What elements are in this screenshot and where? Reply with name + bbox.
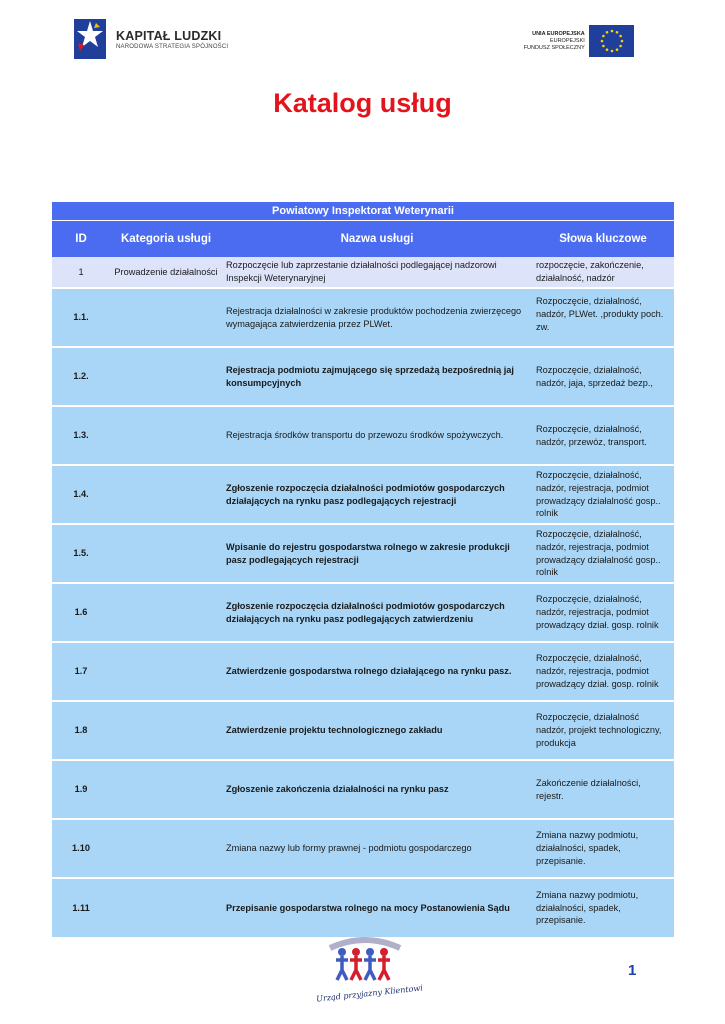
row-name: Rejestracja środków transportu do przewozu środków spożywczych.	[222, 406, 532, 465]
row-keywords: Rozpoczęcie, działalność, nadzór, PLWet. ,produkty poch. zw.	[532, 288, 674, 347]
page-number: 1	[628, 962, 637, 979]
row-name: Wpisanie do rejestru gospodarstwa rolnego w zakresie produkcji pasz podlegających rejestracji	[222, 524, 532, 583]
table-row	[52, 524, 674, 583]
row-category	[110, 465, 222, 524]
row-id: 1.3.	[52, 406, 110, 465]
row-category	[110, 642, 222, 701]
table-row	[52, 701, 674, 760]
row-name: Zgłoszenie rozpoczęcia działalności podmiotów gospodarczych działających na rynku pasz podlegających rejestracji	[222, 465, 532, 524]
row-category	[110, 583, 222, 642]
urzad-przyjazny-logo	[315, 936, 424, 1004]
row-keywords: Rozpoczęcie, działalność, nadzór, rejestracja, podmiot prowadzący działalność gosp.. rolnik	[532, 524, 674, 583]
table-row	[52, 288, 674, 347]
row-name: Rejestracja działalności w zakresie produktów pochodzenia zwierzęcego wymagająca zatwierdzenia przez PLWet.	[222, 288, 532, 347]
row-id: 1.7	[52, 642, 110, 701]
row-category: Prowadzenie działalności	[110, 257, 222, 288]
row-id: 1	[52, 257, 110, 288]
table-row	[52, 642, 674, 701]
kapital-ludzki-subtitle: NARODOWA STRATEGIA SPÓJNOŚCI	[116, 43, 229, 50]
table-row	[52, 465, 674, 524]
row-id: 1.8	[52, 701, 110, 760]
row-id: 1.2.	[52, 347, 110, 406]
col-header-keywords: Słowa kluczowe	[532, 221, 674, 258]
row-name: Zgłoszenie rozpoczęcia działalności podmiotów gospodarczych działających na rynku pasz podlegających zatwierdzeniu	[222, 583, 532, 642]
table-header-row	[52, 221, 674, 258]
row-keywords: Rozpoczęcie, działalność, nadzór, przewóz, transport.	[532, 406, 674, 465]
col-header-name: Nazwa usługi	[222, 221, 532, 258]
eu-logo	[514, 24, 634, 58]
row-id: 1.9	[52, 760, 110, 819]
eu-line2: EUROPEJSKI	[549, 37, 585, 44]
row-category	[110, 819, 222, 878]
row-category	[110, 347, 222, 406]
row-name: Zatwierdzenie gospodarstwa rolnego działającego na rynku pasz.	[222, 642, 532, 701]
row-name: Zgłoszenie zakończenia działalności na rynku pasz	[222, 760, 532, 819]
org-name: Powiatowy Inspektorat Weterynarii	[52, 202, 674, 221]
row-keywords: rozpoczęcie, zakończenie, działalność, nadzór	[532, 257, 674, 288]
row-keywords: Rozpoczęcie, działalność, nadzór, rejestracja, podmiot prowadzący działalność gosp.. rolnik	[532, 465, 674, 524]
row-id: 1.4.	[52, 465, 110, 524]
eu-line1: UNIA EUROPEJSKA	[532, 30, 585, 37]
row-name: Rozpoczęcie lub zaprzestanie działalności podlegającej nadzorowi Inspekcji Weterynaryjnej	[222, 257, 532, 288]
row-id: 1.11	[52, 878, 110, 937]
document-title: Katalog usług	[273, 88, 452, 118]
row-keywords: Rozpoczęcie, działalność nadzór, projekt technologiczny, produkcja	[532, 701, 674, 760]
kapital-ludzki-logo	[70, 14, 230, 64]
row-keywords: Rozpoczęcie, działalność, nadzór, rejestracja, podmiot prowadzący dział. gosp. rolnik	[532, 583, 674, 642]
table-row	[52, 760, 674, 819]
eu-line3: FUNDUSZ SPOŁECZNY	[523, 44, 585, 51]
row-category	[110, 760, 222, 819]
row-name: Zmiana nazwy lub formy prawnej - podmiotu gospodarczego	[222, 819, 532, 878]
row-keywords: Zakończenie działalności, rejestr.	[532, 760, 674, 819]
row-keywords: Zmiana nazwy podmiotu, działalności, spadek, przepisanie.	[532, 819, 674, 878]
table-row	[52, 406, 674, 465]
row-id: 1.1.	[52, 288, 110, 347]
row-id: 1.10	[52, 819, 110, 878]
row-category	[110, 524, 222, 583]
col-header-category: Kategoria usługi	[110, 221, 222, 258]
kapital-ludzki-title: KAPITAŁ LUDZKI	[116, 28, 222, 43]
row-name: Rejestracja podmiotu zajmującego się sprzedażą bezpośrednią jaj konsumpcyjnych	[222, 347, 532, 406]
logo-signature: Urząd przyjazny Klientowi	[315, 983, 424, 1004]
kapital-ludzki-emblem-icon	[70, 15, 110, 63]
row-keywords: Rozpoczęcie, działalność, nadzór, rejestracja, podmiot prowadzący dział. gosp. rolnik	[532, 642, 674, 701]
row-name: Przepisanie gospodarstwa rolnego na mocy Postanowienia Sądu	[222, 878, 532, 937]
row-keywords: Rozpoczęcie, działalność, nadzór, jaja, sprzedaż bezp.,	[532, 347, 674, 406]
table-row	[52, 583, 674, 642]
table-row	[52, 257, 674, 288]
services-table	[52, 202, 674, 937]
row-keywords: Zmiana nazwy podmiotu, działalności, spadek, przepisanie.	[532, 878, 674, 937]
col-header-id: ID	[52, 221, 110, 258]
row-name: Zatwierdzenie projektu technologicznego zakładu	[222, 701, 532, 760]
row-category	[110, 701, 222, 760]
table-row	[52, 347, 674, 406]
row-category	[110, 288, 222, 347]
table-row	[52, 819, 674, 878]
row-category	[110, 406, 222, 465]
table-org-row	[52, 202, 674, 221]
eu-flag-icon	[589, 25, 634, 57]
row-category	[110, 878, 222, 937]
people-emblem-icon	[316, 936, 414, 986]
row-id: 1.6	[52, 583, 110, 642]
table-row	[52, 878, 674, 937]
row-id: 1.5.	[52, 524, 110, 583]
